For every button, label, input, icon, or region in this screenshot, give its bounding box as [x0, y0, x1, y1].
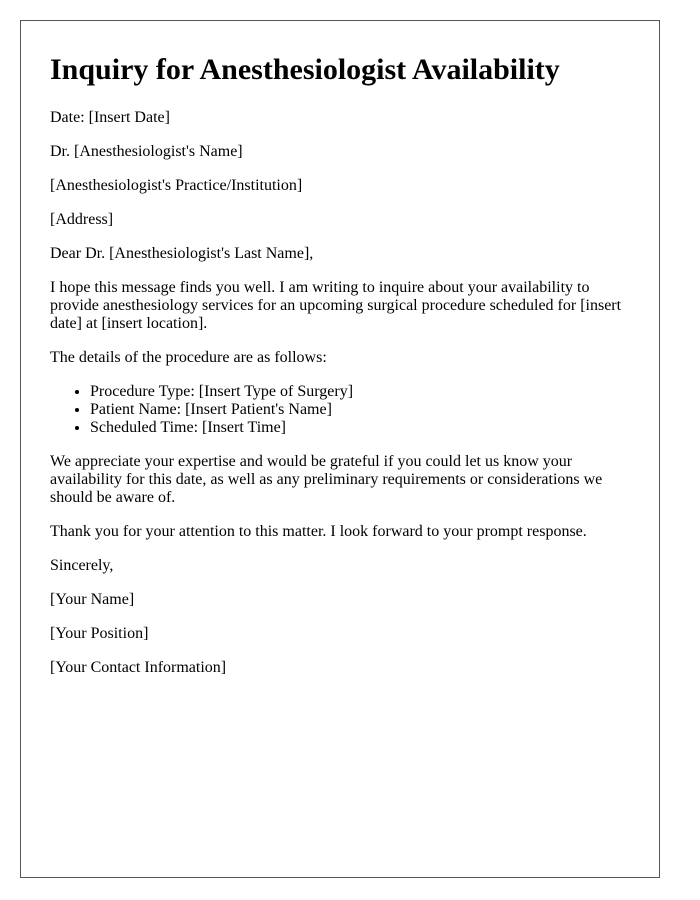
list-item-patient-name: • Patient Name: [Insert Patient's Name]	[90, 401, 640, 419]
intro-paragraph: I hope this message finds you well. I am writing to inquire about your availability to provide anesthesiology services for an upcoming surgical procedure scheduled for [insert date] at [insert location].	[50, 279, 622, 332]
recipient-name: Dr. [Anesthesiologist's Name]	[50, 143, 243, 160]
letter-body	[50, 51, 640, 693]
sign-off: Sincerely,	[50, 557, 114, 574]
list-item-scheduled-time: • Scheduled Time: [Insert Time]	[90, 419, 640, 437]
date-line: Date: [Insert Date]	[50, 109, 170, 126]
procedure-details-list	[50, 383, 640, 437]
recipient-address: [Address]	[50, 211, 114, 228]
letter-title: Inquiry for Anesthesiologist Availability	[50, 53, 560, 86]
salutation: Dear Dr. [Anesthesiologist's Last Name],	[50, 245, 314, 262]
details-intro: The details of the procedure are as follows:	[50, 349, 327, 366]
sender-name: [Your Name]	[50, 591, 135, 608]
recipient-practice: [Anesthesiologist's Practice/Institution]	[50, 177, 303, 194]
sender-contact: [Your Contact Information]	[50, 659, 227, 676]
letter-page	[20, 20, 660, 878]
appreciation-paragraph: We appreciate your expertise and would be grateful if you could let us know your availability for this date, as well as any preliminary requirements or considerations we should be aware of.	[50, 453, 603, 506]
closing-paragraph: Thank you for your attention to this matter. I look forward to your prompt response.	[50, 523, 587, 540]
sender-position: [Your Position]	[50, 625, 149, 642]
list-item-procedure-type: • Procedure Type: [Insert Type of Surgery]	[90, 383, 640, 401]
